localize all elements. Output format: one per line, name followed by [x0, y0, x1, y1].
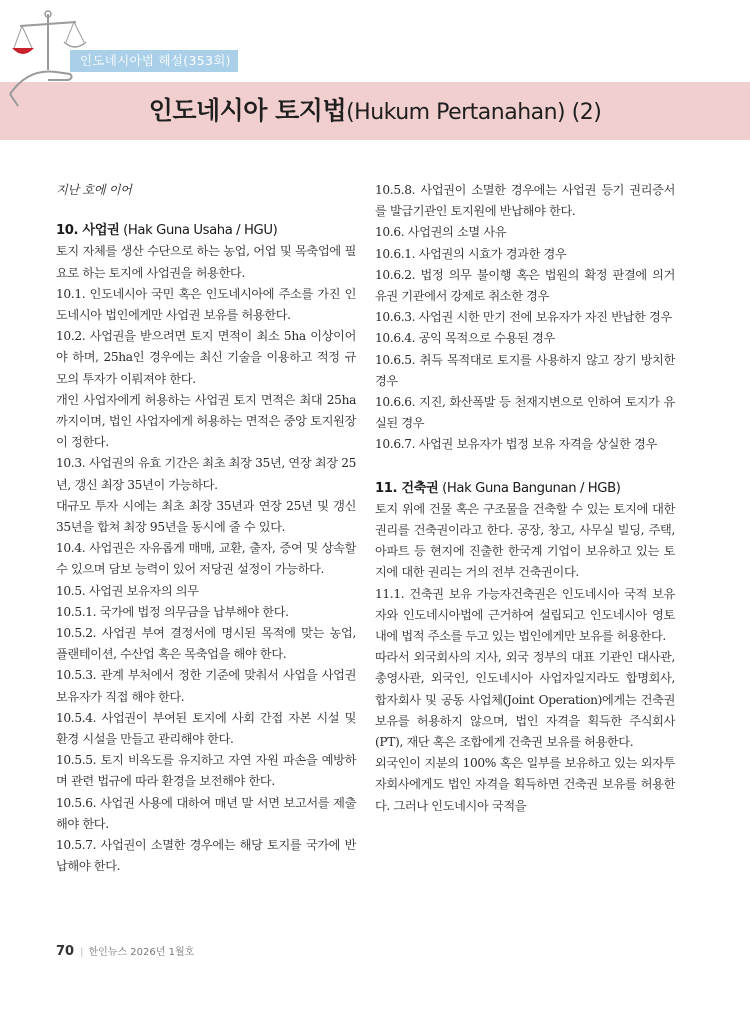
left-column [56, 180, 356, 878]
paragraph: 10.4. 사업권은 자유롭게 매매, 교환, 출자, 증여 및 상속할 수 있으며 담보 능력이 있어 저당권 설정이 가능하다. [56, 541, 356, 577]
paragraph: 10.5.7. 사업권이 소멸한 경우에는 해당 토지를 국가에 반납해야 한다. [56, 838, 356, 874]
paragraph: 10.5.5. 토지 비옥도를 유지하고 자연 자원 파손을 예방하며 관련 법규에 따라 환경을 보전해야 한다. [56, 753, 356, 789]
paragraph: 10.3. 사업권의 유효 기간은 최초 최장 35년, 연장 최장 25년, 갱신 최장 35년이 가능하다. [56, 456, 356, 492]
paragraph: 10.5. 사업권 보유자의 의무 [56, 583, 199, 598]
paragraph: 10.5.4. 사업권이 부여된 토지에 사회 간접 자본 시설 및 환경 시설을 만들고 관리해야 한다. [56, 710, 356, 747]
paragraph: 10.6.2. 법정 의무 불이행 혹은 법원의 확정 판결에 의거 유권 기관에서 강제로 취소한 경우 [375, 267, 675, 304]
paragraph: 10.6.3. 사업권 시한 만기 전에 보유자가 자진 반납한 경우 [375, 310, 672, 325]
page-title [0, 82, 750, 140]
paragraph: 10.5.1. 국가에 법정 의무금을 납부해야 한다. [56, 604, 289, 619]
title-korean: 인도네시아 토지법 [148, 96, 347, 125]
paragraph: 따라서 외국회사의 지사, 외국 정부의 대표 기관인 대사관, 총영사관, 외국인, 인도네시아 사업자일지라도 합명회사, 합자회사 및 공동 사업체(Joint Operation)에게는 건축권 보유를 허용하지 않으며, 법인 자격을 획득한 주식회사(PT), 재단 혹은 조합에게 건축권 보유를 허용한다. [375, 650, 675, 750]
paragraph: 외국인이 지분의 100% 혹은 일부를 보유하고 있는 외자투자회사에게도 법인 자격을 획득하면 건축권 보유를 허용한다. 그러나 인도네시아 국적을 [375, 756, 675, 813]
paragraph: 10.6.4. 공익 목적으로 수용된 경우 [375, 331, 555, 346]
publication-name: 한인뉴스 2026년 1월호 [88, 947, 195, 958]
paragraph: 10.5.2. 사업권 부여 결정서에 명시된 목적에 맞는 농업, 플랜테이션, 수산업 혹은 목축업을 해야 한다. [56, 626, 356, 662]
paragraph: 10.6.6. 지진, 화산폭발 등 천재지변으로 인하여 토지가 유실된 경우 [375, 395, 675, 431]
paragraph: 10.6. 사업권의 소멸 사유 [375, 225, 507, 240]
paragraph: 10.5.6. 사업권 사용에 대하여 매년 말 서면 보고서를 제출해야 한다. [56, 795, 356, 831]
section-11-heading [375, 478, 675, 499]
paragraph: 10.6.7. 사업권 보유자가 법정 보유 자격을 상실한 경우 [375, 437, 657, 452]
section-gap [375, 456, 675, 478]
section-11-title-latin: (Hak Guna Bangunan / HGB) [438, 480, 621, 496]
intro-text: 지난 호에 이어 [56, 183, 132, 197]
paragraph: 대규모 투자 시에는 최초 최장 35년과 연장 25년 및 갱신 35년을 합쳐 최장 95년을 동시에 줄 수 있다. [56, 498, 356, 535]
paragraph: 10.5.3. 관계 부처에서 정한 기준에 맞춰서 사업을 사업권 보유자가 직접 해야 한다. [56, 668, 356, 704]
right-column [375, 180, 675, 817]
footer-separator: | [80, 947, 84, 958]
section-10-title-latin: (Hak Guna Usaha / HGU) [119, 223, 278, 239]
section-11-title-ko: 11. 건축권 [375, 480, 439, 496]
section-10-title-ko: 10. 사업권 [56, 223, 120, 239]
paragraph: 개인 사업자에게 허용하는 사업권 토지 면적은 최대 25ha까지이며, 법인 사업자에게 허용하는 면적은 중앙 토지원장이 정한다. [56, 392, 356, 450]
title-latin: (Hukum Pertanahan) (2) [346, 100, 602, 125]
paragraph: 10.1. 인도네시아 국민 혹은 인도네시아에 주소를 가진 인도네시아 법인에게만 사업권 보유를 허용한다. [56, 286, 356, 323]
paragraph: 10.5.8. 사업권이 소멸한 경우에는 사업권 등기 권리증서를 발급기관인 토지원에 반납해야 한다. [375, 183, 675, 219]
series-tag: 인도네시아법 해설(353회) [70, 50, 238, 72]
paragraph: 11.1. 건축권 보유 가능자건축권은 인도네시아 국적 보유자와 인도네시아법에 근거하여 설립되고 인도네시아 영토 내에 법적 주소를 두고 있는 법인에게만 보유를 허용한다. [375, 586, 675, 644]
paragraph: 토지 위에 건물 혹은 구조물을 건축할 수 있는 토지에 대한 권리를 건축권이라고 한다. 공장, 창고, 사무실 빌딩, 주택, 아파트 등 현지에 진출한 한국계 기업이 보유하고 있는 토지에 대한 권리는 거의 전부 건축권이다. [375, 501, 675, 580]
section-10-heading [56, 220, 356, 241]
page-number: 70 [56, 944, 75, 959]
page-footer [56, 943, 194, 959]
paragraph: 토지 자체를 생산 수단으로 하는 농업, 어업 및 목축업에 필요로 하는 토지에 사업권을 허용한다. [56, 244, 356, 280]
paragraph: 10.6.5. 취득 목적대로 토지를 사용하지 않고 장기 방치한 경우 [375, 352, 675, 388]
paragraph: 10.6.1. 사업권의 시효가 경과한 경우 [375, 246, 567, 261]
paragraph: 10.2. 사업권을 받으려면 토지 면적이 최소 5ha 이상이어야 하며, 25ha인 경우에는 최신 기술을 이용하고 적정 규모의 투자가 이뤄져야 한다. [56, 329, 356, 386]
